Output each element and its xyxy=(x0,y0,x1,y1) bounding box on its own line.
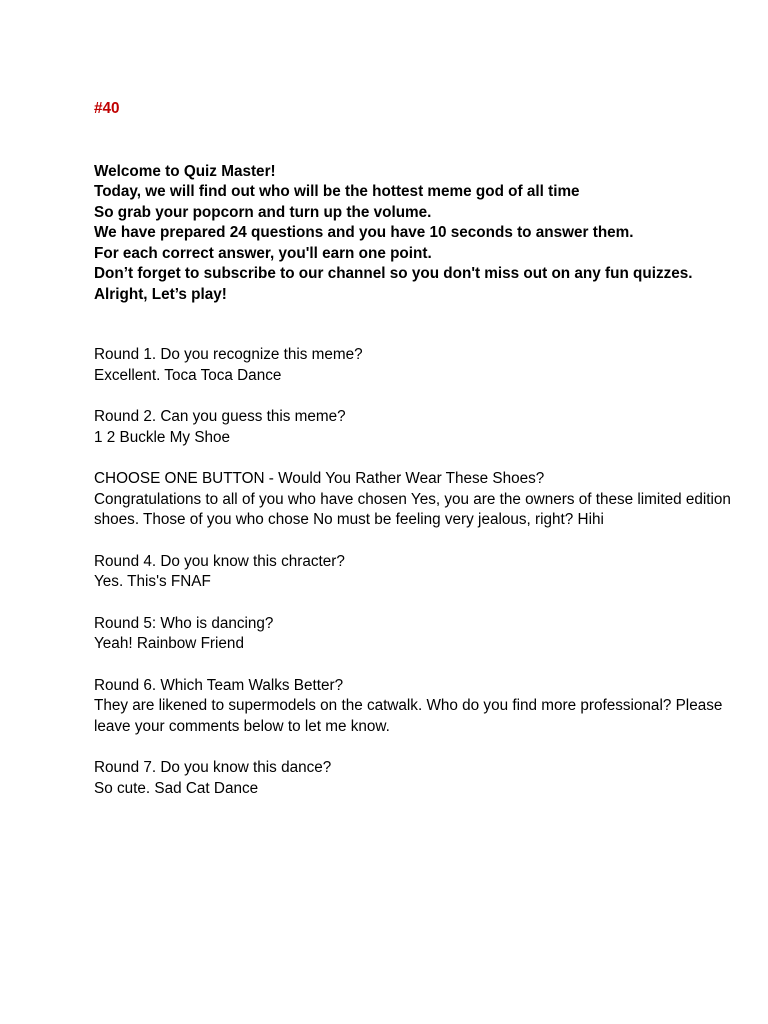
intro-questions: We have prepared 24 questions and you have 10 seconds to answer them. xyxy=(94,224,634,241)
round-answer: Excellent. Toca Toca Dance xyxy=(94,366,282,384)
intro-section xyxy=(94,162,734,306)
document-number: #40 xyxy=(94,100,120,117)
round-question: Round 7. Do you know this dance? xyxy=(94,759,332,776)
round-question: Round 5: Who is dancing? xyxy=(94,614,274,632)
intro-today: Today, we will find out who will be the hottest meme god of all time xyxy=(94,183,580,200)
round-answer: Congratulations to all of you who have chosen Yes, you are the owners of these limited edition shoes. Those of you who chose No must be feeling very jealous, right? Hihi xyxy=(94,490,731,528)
round-question: CHOOSE ONE BUTTON - Would You Rather Wear These Shoes? xyxy=(94,470,545,487)
intro-welcome: Welcome to Quiz Master! xyxy=(94,162,276,180)
round-6 xyxy=(94,676,734,738)
round-1 xyxy=(94,345,734,386)
round-answer: So cute. Sad Cat Dance xyxy=(94,779,259,797)
document-page xyxy=(94,99,734,799)
round-answer: 1 2 Buckle My Shoe xyxy=(94,428,231,446)
intro-points: For each correct answer, you'll earn one point. xyxy=(94,244,432,262)
round-2 xyxy=(94,407,734,448)
round-4 xyxy=(94,552,734,593)
round-answer: Yeah! Rainbow Friend xyxy=(94,635,244,652)
round-question: Round 2. Can you guess this meme? xyxy=(94,408,346,425)
round-5 xyxy=(94,614,734,655)
intro-lets-play: Alright, Let’s play! xyxy=(94,285,227,303)
intro-popcorn: So grab your popcorn and turn up the volume. xyxy=(94,203,432,221)
round-answer: Yes. This's FNAF xyxy=(94,573,211,590)
round-question: Round 1. Do you recognize this meme? xyxy=(94,346,363,363)
intro-subscribe: Don’t forget to subscribe to our channel so you don't miss out on any fun quizzes. xyxy=(94,265,693,282)
round-question: Round 6. Which Team Walks Better? xyxy=(94,676,344,694)
round-choose-one-button xyxy=(94,469,734,531)
round-7 xyxy=(94,758,734,799)
round-question: Round 4. Do you know this chracter? xyxy=(94,552,345,570)
round-answer: They are likened to supermodels on the catwalk. Who do you find more professional? Please leave your comments below to let me know. xyxy=(94,697,723,735)
